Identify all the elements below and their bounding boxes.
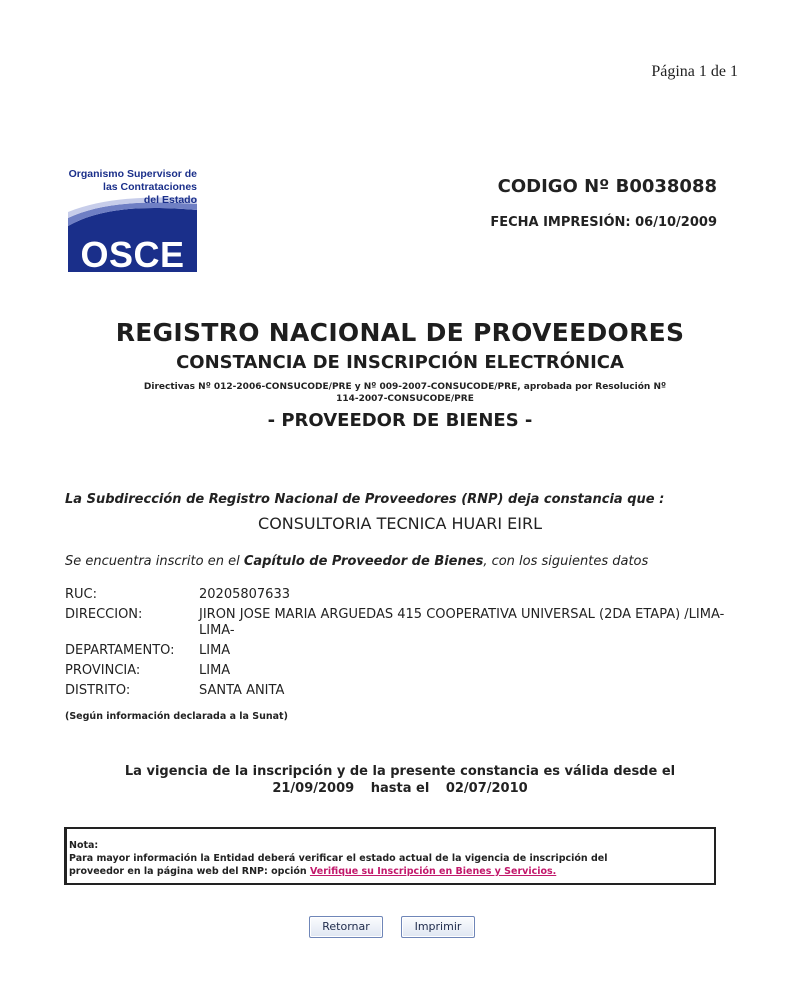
- departamento-label: DEPARTAMENTO:: [65, 643, 175, 658]
- detail-row-direccion: [65, 607, 745, 639]
- detail-row-departamento: [65, 643, 745, 659]
- logo-acronym: OSCE: [80, 234, 185, 275]
- page-title: REGISTRO NACIONAL DE PROVEEDORES: [115, 318, 685, 347]
- detail-row-provincia: [65, 663, 745, 679]
- validity-date-from: 21/09/2009: [272, 781, 355, 796]
- distrito-value: SANTA ANITA: [199, 683, 285, 698]
- note-line-2: proveedor en la página web del RNP: opción Verifique su Inscripción en Bienes y Servicios.: [69, 866, 557, 877]
- validity-dates: [0, 780, 800, 797]
- osce-logo: [68, 168, 197, 275]
- directives-reference: Directivas Nº 012-2006-CONSUCODE/PRE y Nº 009-2007-CONSUCODE/PRE, aprobada por Resolución Nº 114-2007-CONSUCODE/PRE: [143, 382, 667, 404]
- document-code: CODIGO Nº B0038088: [497, 176, 717, 197]
- distrito-label: DISTRITO:: [65, 683, 131, 698]
- detail-row-distrito: [65, 683, 745, 699]
- validity-date-to: 02/07/2010: [445, 781, 528, 796]
- provincia-value: LIMA: [199, 663, 231, 678]
- print-date: FECHA IMPRESIÓN: 06/10/2009: [490, 215, 717, 230]
- retornar-button[interactable]: Retornar: [309, 916, 383, 938]
- ruc-value: 20205807633: [199, 587, 290, 602]
- validity-hasta-label: hasta el: [370, 781, 430, 796]
- provider-details: [65, 587, 745, 703]
- note-box: [64, 827, 716, 885]
- note-line-1: Para mayor información la Entidad deberá verificar el estado actual de la vigencia de inscripción del: [69, 853, 608, 864]
- ruc-label: RUC:: [65, 587, 98, 602]
- registration-statement: Se encuentra inscrito en el Capítulo de Proveedor de Bienes, con los siguientes datos: [65, 554, 649, 569]
- certification-intro: La Subdirección de Registro Nacional de Proveedores (RNP) deja constancia que :: [65, 492, 665, 507]
- direccion-label: DIRECCION:: [65, 607, 143, 622]
- note-heading: Nota:: [69, 840, 99, 851]
- provider-type: - PROVEEDOR DE BIENES -: [267, 410, 533, 431]
- detail-row-ruc: [65, 587, 745, 603]
- company-name: CONSULTORIA TECNICA HUARI EIRL: [258, 514, 542, 533]
- logo-organization-name: Organismo Supervisor de las Contrataciones del Estado: [68, 168, 197, 206]
- departamento-value: LIMA: [199, 643, 231, 658]
- verify-registration-link[interactable]: Verifique su Inscripción en Bienes y Servicios.: [309, 866, 557, 877]
- page-counter: Página 1 de 1: [651, 63, 738, 80]
- provincia-label: PROVINCIA:: [65, 663, 141, 678]
- sunat-note: (Según información declarada a la Sunat): [65, 711, 288, 722]
- validity-statement: [0, 763, 800, 797]
- validity-text: La vigencia de la inscripción y de la presente constancia es válida desde el: [124, 764, 676, 779]
- direccion-value: JIRON JOSE MARIA ARGUEDAS 415 COOPERATIVA UNIVERSAL (2DA ETAPA) /LIMA-LIMA-: [199, 607, 725, 638]
- imprimir-button[interactable]: Imprimir: [401, 916, 475, 938]
- page-subtitle: CONSTANCIA DE INSCRIPCIÓN ELECTRÓNICA: [176, 352, 624, 373]
